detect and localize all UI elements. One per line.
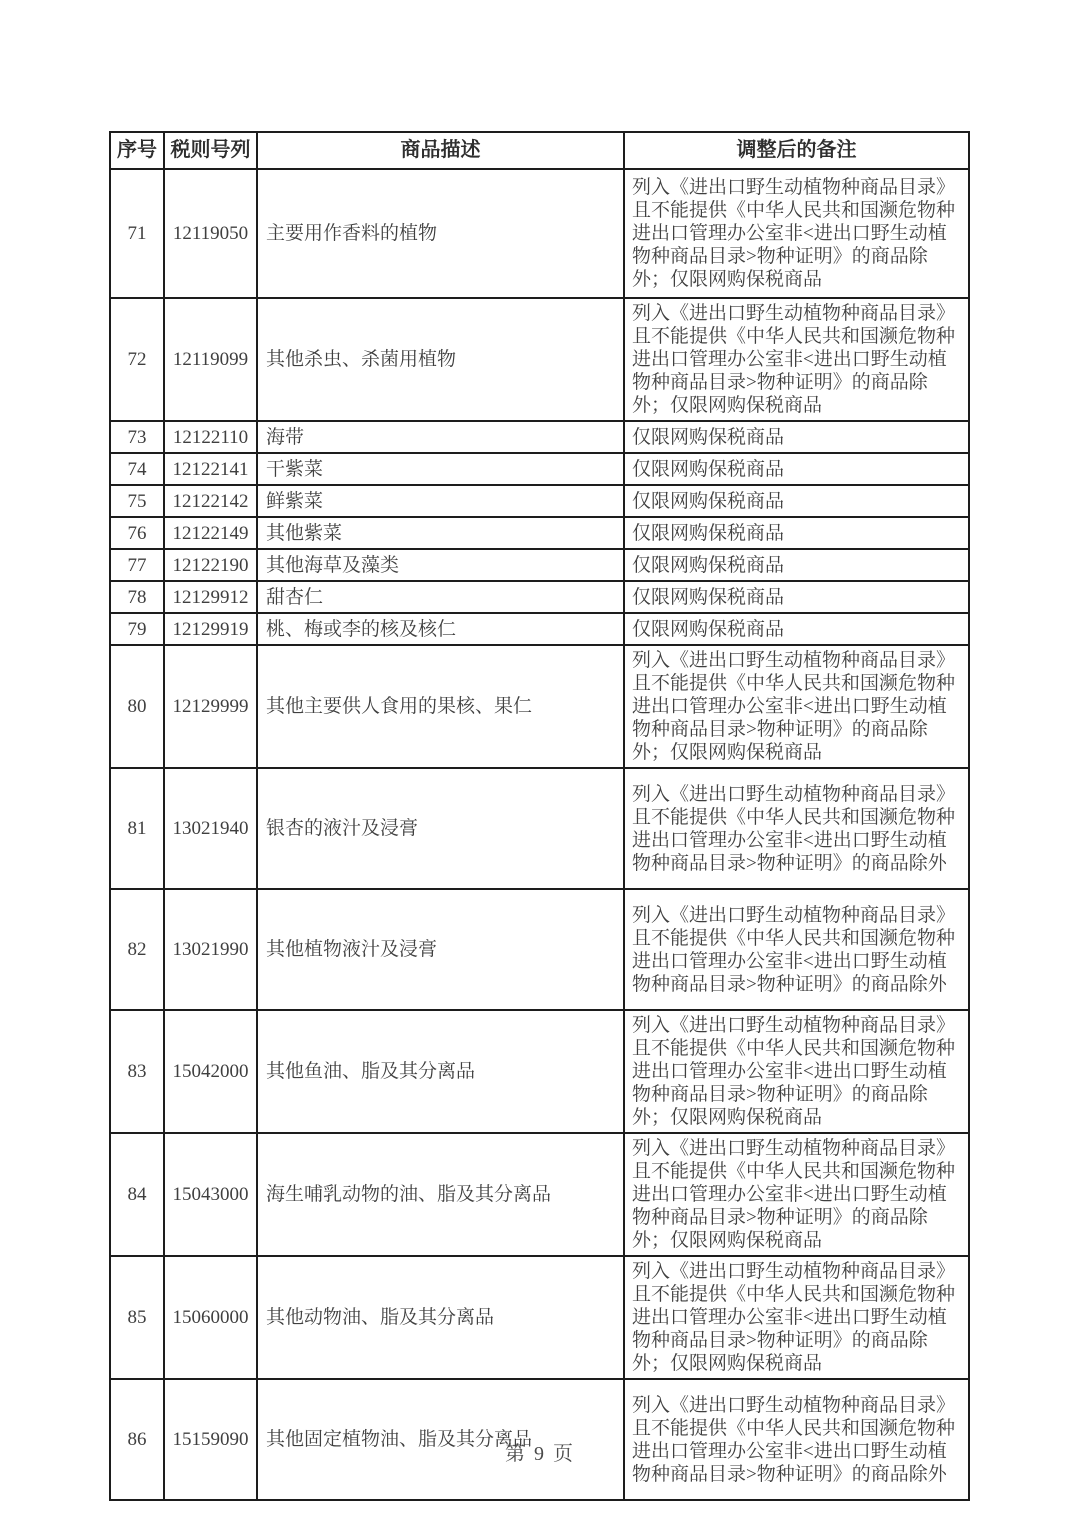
tariff-code-cell: 12119050 [164, 169, 257, 298]
adjusted-remark-cell: 列入《进出口野生动植物种商品目录》且不能提供《中华人民共和国濒危物种进出口管理办公室非<进出口野生动植物种商品目录>物种证明》的商品除外 [624, 768, 969, 889]
serial-number-cell: 80 [110, 645, 164, 768]
commodity-description-cell: 其他海草及藻类 [257, 549, 624, 581]
adjusted-remark-cell: 仅限网购保税商品 [624, 613, 969, 645]
header-adjusted-remark: 调整后的备注 [624, 132, 969, 169]
adjusted-remark-cell: 列入《进出口野生动植物种商品目录》且不能提供《中华人民共和国濒危物种进出口管理办公室非<进出口野生动植物种商品目录>物种证明》的商品除外；仅限网购保税商品 [624, 645, 969, 768]
table-row [110, 1010, 969, 1133]
table-row [110, 613, 969, 645]
commodity-description-cell: 其他鱼油、脂及其分离品 [257, 1010, 624, 1133]
tariff-code-cell: 12129999 [164, 645, 257, 768]
adjusted-remark-cell: 仅限网购保税商品 [624, 453, 969, 485]
adjusted-remark-cell: 仅限网购保税商品 [624, 485, 969, 517]
tariff-code-cell: 15043000 [164, 1133, 257, 1256]
table-row [110, 645, 969, 768]
table-row [110, 298, 969, 421]
commodity-description-cell: 鲜紫菜 [257, 485, 624, 517]
commodity-description-cell: 其他植物液汁及浸膏 [257, 889, 624, 1010]
tariff-code-cell: 15060000 [164, 1256, 257, 1379]
tariff-code-cell: 12119099 [164, 298, 257, 421]
tariff-code-cell: 12122110 [164, 421, 257, 453]
table-row [110, 485, 969, 517]
table-row [110, 517, 969, 549]
tariff-code-cell: 12122142 [164, 485, 257, 517]
tariff-code-cell: 15159090 [164, 1379, 257, 1500]
adjusted-remark-cell: 列入《进出口野生动植物种商品目录》且不能提供《中华人民共和国濒危物种进出口管理办公室非<进出口野生动植物种商品目录>物种证明》的商品除外；仅限网购保税商品 [624, 298, 969, 421]
tariff-code-cell: 12129912 [164, 581, 257, 613]
commodity-description-cell: 其他主要供人食用的果核、果仁 [257, 645, 624, 768]
header-tariff-code: 税则号列 [164, 132, 257, 169]
table-row [110, 1256, 969, 1379]
table-row [110, 581, 969, 613]
serial-number-cell: 83 [110, 1010, 164, 1133]
commodity-description-cell: 甜杏仁 [257, 581, 624, 613]
header-serial-number: 序号 [110, 132, 164, 169]
commodity-description-cell: 其他固定植物油、脂及其分离品 [257, 1379, 624, 1500]
serial-number-cell: 79 [110, 613, 164, 645]
serial-number-cell: 76 [110, 517, 164, 549]
adjusted-remark-cell: 列入《进出口野生动植物种商品目录》且不能提供《中华人民共和国濒危物种进出口管理办公室非<进出口野生动植物种商品目录>物种证明》的商品除外；仅限网购保税商品 [624, 169, 969, 298]
adjusted-remark-cell: 仅限网购保税商品 [624, 517, 969, 549]
table-row [110, 1133, 969, 1256]
serial-number-cell: 82 [110, 889, 164, 1010]
commodity-description-cell: 其他动物油、脂及其分离品 [257, 1256, 624, 1379]
tariff-code-cell: 12122141 [164, 453, 257, 485]
serial-number-cell: 73 [110, 421, 164, 453]
commodity-description-cell: 其他杀虫、杀菌用植物 [257, 298, 624, 421]
commodity-description-cell: 银杏的液汁及浸膏 [257, 768, 624, 889]
adjusted-remark-cell: 列入《进出口野生动植物种商品目录》且不能提供《中华人民共和国濒危物种进出口管理办公室非<进出口野生动植物种商品目录>物种证明》的商品除外；仅限网购保税商品 [624, 1133, 969, 1256]
adjusted-remark-cell: 仅限网购保税商品 [624, 421, 969, 453]
serial-number-cell: 75 [110, 485, 164, 517]
adjusted-remark-cell: 仅限网购保税商品 [624, 549, 969, 581]
serial-number-cell: 84 [110, 1133, 164, 1256]
serial-number-cell: 72 [110, 298, 164, 421]
commodity-description-cell: 海生哺乳动物的油、脂及其分离品 [257, 1133, 624, 1256]
table-row [110, 421, 969, 453]
table-row [110, 453, 969, 485]
tariff-code-cell: 12129919 [164, 613, 257, 645]
table-row [110, 768, 969, 889]
adjusted-remark-cell: 仅限网购保税商品 [624, 581, 969, 613]
serial-number-cell: 71 [110, 169, 164, 298]
commodity-description-cell: 主要用作香料的植物 [257, 169, 624, 298]
serial-number-cell: 74 [110, 453, 164, 485]
tariff-code-cell: 15042000 [164, 1010, 257, 1133]
commodity-description-cell: 海带 [257, 421, 624, 453]
adjusted-remark-cell: 列入《进出口野生动植物种商品目录》且不能提供《中华人民共和国濒危物种进出口管理办公室非<进出口野生动植物种商品目录>物种证明》的商品除外 [624, 1379, 969, 1500]
table-body [110, 169, 969, 1500]
table-row [110, 169, 969, 298]
serial-number-cell: 77 [110, 549, 164, 581]
serial-number-cell: 78 [110, 581, 164, 613]
adjusted-remark-cell: 列入《进出口野生动植物种商品目录》且不能提供《中华人民共和国濒危物种进出口管理办公室非<进出口野生动植物种商品目录>物种证明》的商品除外；仅限网购保税商品 [624, 1010, 969, 1133]
page-number: 第 9 页 [505, 1443, 575, 1465]
adjusted-remark-cell: 列入《进出口野生动植物种商品目录》且不能提供《中华人民共和国濒危物种进出口管理办公室非<进出口野生动植物种商品目录>物种证明》的商品除外；仅限网购保税商品 [624, 1256, 969, 1379]
adjusted-remark-cell: 列入《进出口野生动植物种商品目录》且不能提供《中华人民共和国濒危物种进出口管理办公室非<进出口野生动植物种商品目录>物种证明》的商品除外 [624, 889, 969, 1010]
tariff-code-cell: 12122190 [164, 549, 257, 581]
tariff-table [109, 131, 970, 1501]
commodity-description-cell: 干紫菜 [257, 453, 624, 485]
serial-number-cell: 86 [110, 1379, 164, 1500]
serial-number-cell: 85 [110, 1256, 164, 1379]
table-row [110, 549, 969, 581]
commodity-description-cell: 其他紫菜 [257, 517, 624, 549]
tariff-code-cell: 13021940 [164, 768, 257, 889]
tariff-code-cell: 13021990 [164, 889, 257, 1010]
table-header-row [110, 132, 969, 169]
tariff-code-cell: 12122149 [164, 517, 257, 549]
header-commodity-description: 商品描述 [257, 132, 624, 169]
commodity-description-cell: 桃、梅或李的核及核仁 [257, 613, 624, 645]
table-row [110, 889, 969, 1010]
serial-number-cell: 81 [110, 768, 164, 889]
